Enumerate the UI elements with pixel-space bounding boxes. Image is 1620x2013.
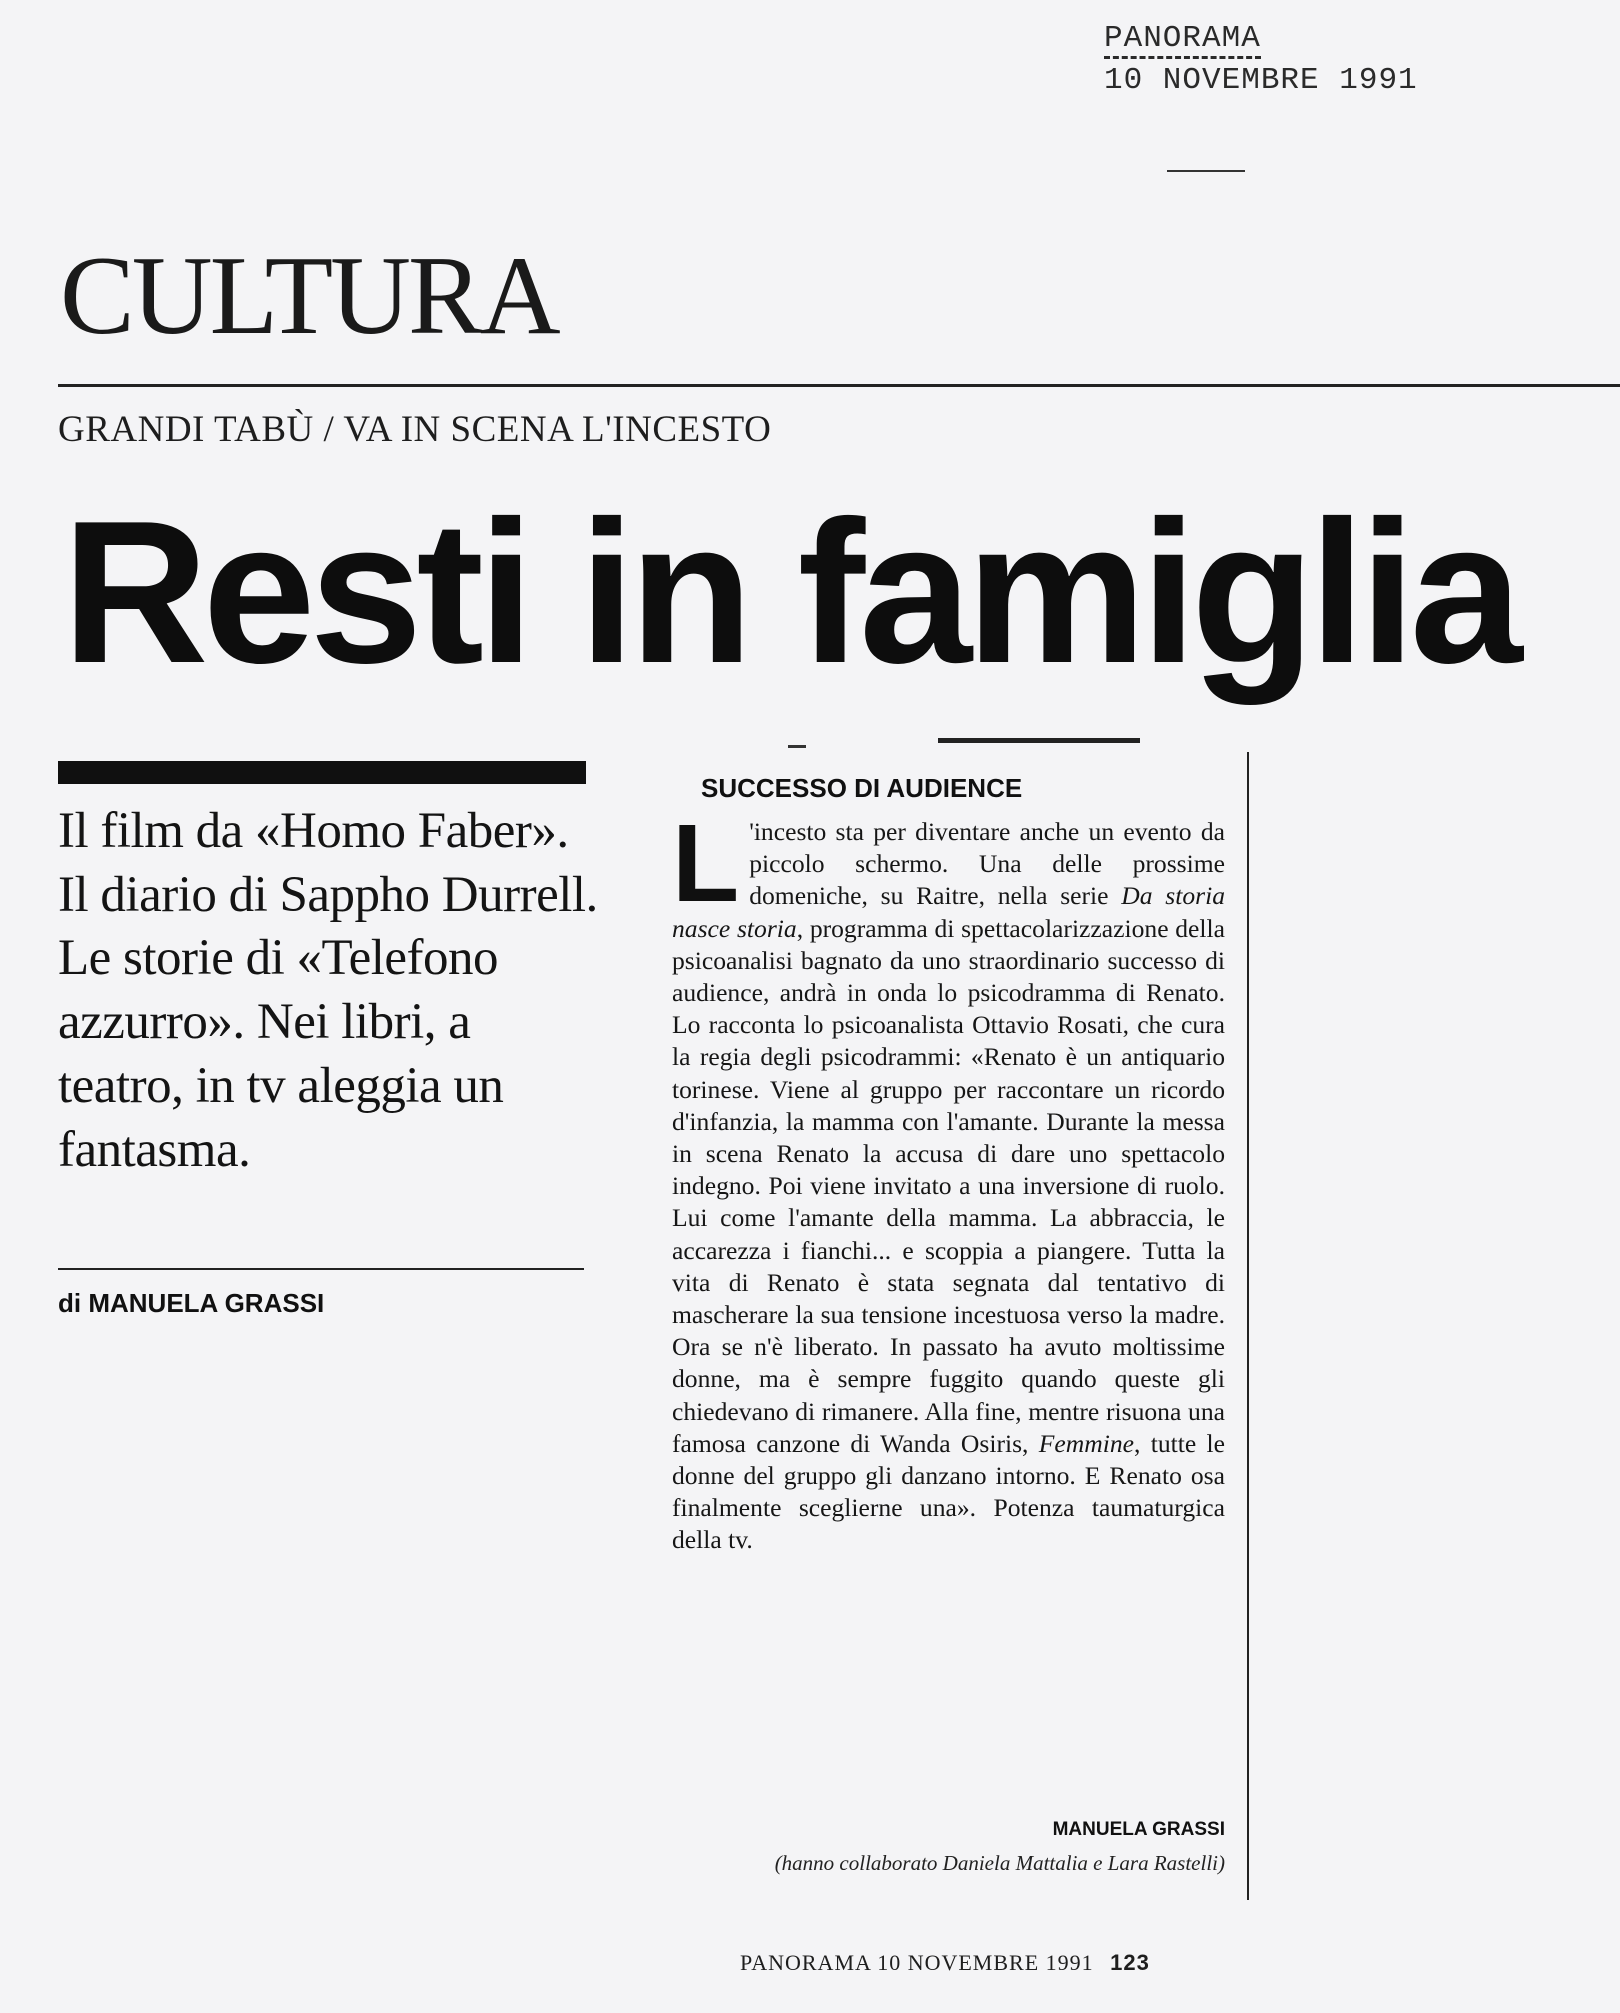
deck-rule bbox=[58, 1268, 584, 1270]
sidebar-text-3: , tutte le donne del gruppo gli danzano intorno. E Renato osa finalmente sceglierne una». Potenza taumaturgica della tv. bbox=[672, 1428, 1226, 1555]
headline: Resti in famiglia bbox=[62, 479, 1517, 706]
sidebar-text-1: 'incesto sta per diventare anche un evento da piccolo schermo. Una delle prossime domeniche, su Raitre, nella serie bbox=[749, 817, 1225, 911]
page-footer bbox=[740, 1949, 1150, 1977]
deck-bar bbox=[58, 761, 586, 784]
sidebar-body bbox=[672, 802, 1226, 1557]
sidebar-column-rule bbox=[1247, 752, 1249, 1900]
footer-date: 10 NOVEMBRE 1991 bbox=[877, 1950, 1094, 1975]
sidebar-signature: MANUELA GRASSI bbox=[1052, 1819, 1225, 1840]
byline: di MANUELA GRASSI bbox=[58, 1288, 325, 1318]
clipping-stamp bbox=[1104, 18, 1418, 102]
deck: Il film da «Homo Faber». Il diario di Sappho Durrell. Le storie di «Telefono azzurro». Nei libri, a teatro, in tv aleggia un fantasma. bbox=[58, 803, 598, 1178]
sidebar-text-2: , programma di spettacolarizzazione della psicoanalisi bagnato da uno straordinario successo di audience, andrà in onda lo psicodramma di Renato. Lo racconta lo psicoanalista Ottavio Rosati, che cura la regia degli psicodrammi: «Renato è un antiquario torinese. Viene al gruppo per raccontare un ricordo d'infanzia, la mamma con l'amante. Durante la messa in scena Renato la accusa di dare uno spettacolo indegno. Poi viene invitato a una inversione di ruolo. Lui come l'amante della mamma. La abbraccia, le accarezza i fianchi... e scoppia a piangere. Tutta la vita di Renato è stata segnata dal tentativo di mascherare la sua tensione incestuosa verso la madre. Ora se n'è liberato. In passato ha avuto moltissime donne, ma è sempre fuggito quando queste gli chiedevano di rimanere. Alla fine, mentre risuona una famosa canzone di Wanda Osiris, bbox=[672, 913, 1225, 1458]
headline-rule-short bbox=[788, 745, 806, 748]
sidebar-italic-2: Femmine bbox=[1038, 1428, 1134, 1458]
page-number: 123 bbox=[1110, 1950, 1150, 1975]
stamp-divider bbox=[1167, 170, 1245, 172]
dropcap: L bbox=[672, 802, 740, 925]
sidebar-title: SUCCESSO DI AUDIENCE bbox=[701, 773, 1023, 803]
headline-rule-long bbox=[938, 738, 1140, 743]
stamp-date: 10 NOVEMBRE 1991 bbox=[1104, 63, 1418, 98]
kicker: GRANDI TABÙ / VA IN SCENA L'INCESTO bbox=[58, 409, 772, 450]
sidebar-italic-1: Da storia nasce storia bbox=[672, 881, 1225, 943]
stamp-publication: PANORAMA bbox=[1104, 22, 1261, 59]
section-rule bbox=[58, 384, 1620, 387]
sidebar-credit: (hanno collaborato Daniela Mattalia e Lara Rastelli) bbox=[774, 1851, 1225, 1875]
section-title: CULTURA bbox=[60, 234, 558, 358]
footer-publication: PANORAMA bbox=[740, 1950, 871, 1975]
